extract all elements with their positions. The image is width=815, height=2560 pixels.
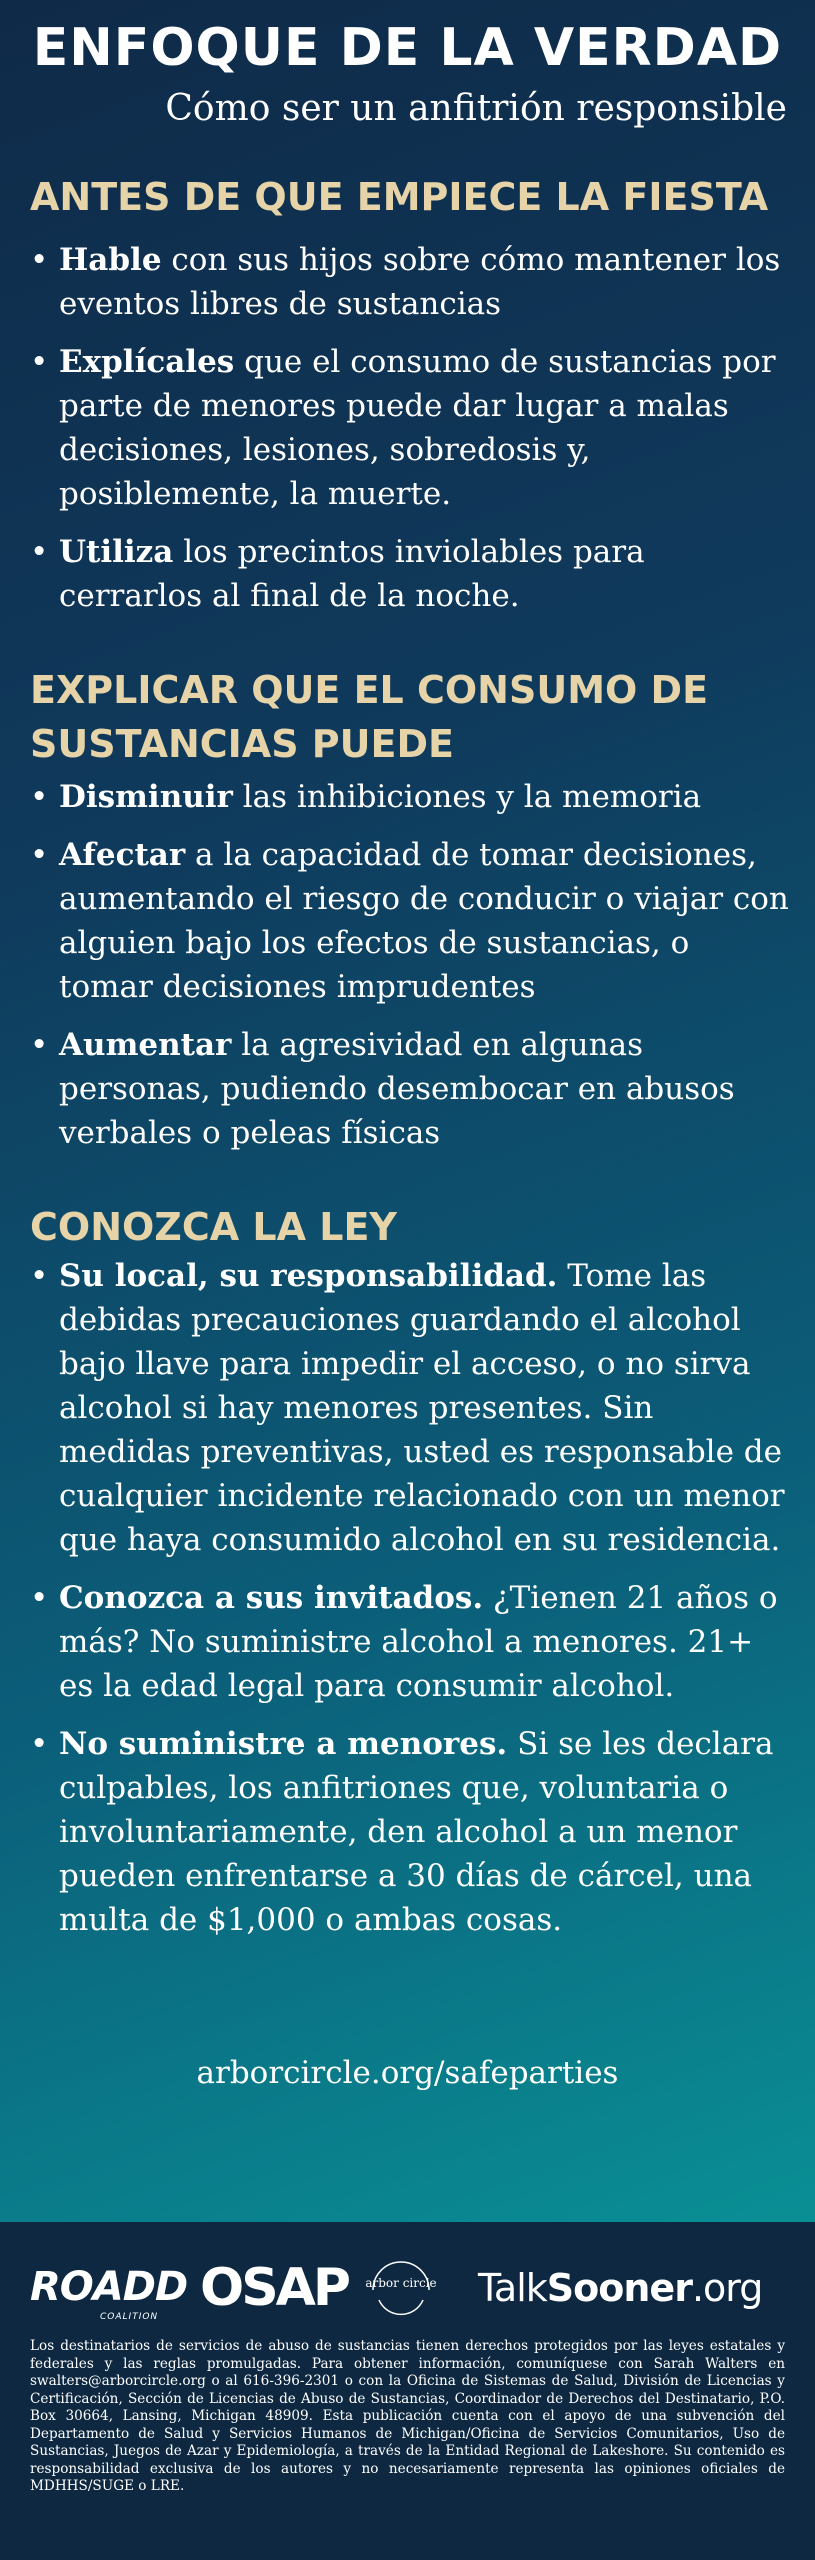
talksooner-prefix: Talk bbox=[478, 2266, 547, 2310]
bullet-text: las inhibiciones y la memoria bbox=[232, 779, 702, 815]
bullet-text: con sus hijos sobre cómo mantener los eventos libres de sustancias bbox=[59, 242, 781, 322]
bullet-text: a la capacidad de tomar decisiones, aumentando el riesgo de conducir o viajar con alguien bajo los efectos de sustancias, o tomar decisiones imprudentes bbox=[59, 837, 789, 1005]
talksooner-logo bbox=[478, 2266, 762, 2310]
arbor-circle-logo bbox=[365, 2250, 437, 2322]
bullet-text: ¿Tienen 21 años o más? No suministre alcohol a menores. 21+ es la edad legal para consumir alcohol. bbox=[59, 1580, 778, 1704]
list-item bbox=[30, 1023, 790, 1155]
bullet-lead: Explícales bbox=[59, 344, 235, 380]
bullet-lead: Utiliza bbox=[59, 534, 174, 570]
bullet-lead: No suministre a menores. bbox=[59, 1726, 508, 1762]
talksooner-bold: Sooner bbox=[546, 2266, 692, 2310]
bullet-list bbox=[30, 1254, 790, 1942]
page-title: ENFOQUE DE LA VERDAD bbox=[32, 18, 783, 78]
footer bbox=[0, 2222, 815, 2560]
bullet-text: que el consumo de sustancias por parte de menores puede dar lugar a malas decisiones, lesiones, sobredosis y, posiblemente, la muerte. bbox=[59, 344, 776, 512]
legal-disclaimer: Los destinatarios de servicios de abuso de sustancias tienen derechos protegidos por las leyes estatales y federales y las reglas promulgadas. Para obtener información, comuníquese con Sarah Walters en swalters@arborcircle.org o al 616-396-2301 o con la Oficina de Sistemas de Salud, División de Licencias y Certificación, Sección de Licencias de Abuso de Sustancias, Coordinador de Derechos del Destinatario, P.O. Box 30664, Lansing, Michigan 48909. Esta publicación cuenta con el apoyo de una subvención del Departamento de Salud y Servicios Humanos de Michigan/Oficina de Servicios Comunitarios, Uso de Sustancias, Juegos de Azar y Epidemiología, a través de la Entidad Regional de Lakeshore. Su contenido es responsabilidad exclusiva de los autores y no necesariamente representa las opiniones oficiales de MDHHS/SUGE o LRE. bbox=[30, 2338, 785, 2494]
list-item bbox=[30, 775, 790, 819]
list-item bbox=[30, 1254, 790, 1562]
bullet-lead: Conozca a sus invitados. bbox=[59, 1580, 484, 1616]
section-before-party bbox=[30, 170, 790, 632]
section-substance-effects bbox=[30, 663, 790, 1169]
section-heading: EXPLICAR QUE EL CONSUMO DE SUSTANCIAS PUEDE bbox=[30, 668, 709, 766]
list-item bbox=[30, 833, 790, 1009]
section-heading: ANTES DE QUE EMPIECE LA FIESTA bbox=[30, 175, 769, 219]
list-item bbox=[30, 340, 790, 516]
list-item bbox=[30, 238, 790, 326]
bullet-list bbox=[30, 775, 790, 1155]
bullet-lead: Disminuir bbox=[59, 779, 233, 815]
section-heading: CONOZCA LA LEY bbox=[30, 1205, 397, 1249]
list-item bbox=[30, 1576, 790, 1708]
roadd-logo-subtitle: COALITION bbox=[100, 2312, 159, 2322]
section-know-the-law bbox=[30, 1200, 790, 1956]
list-item bbox=[30, 530, 790, 618]
bullet-list bbox=[30, 238, 790, 618]
page-subtitle: Cómo ser un anfitrión responsible bbox=[165, 88, 787, 129]
list-item bbox=[30, 1722, 790, 1942]
talksooner-suffix: .org bbox=[691, 2266, 763, 2310]
arbor-circle-logo-text: arbor circle bbox=[365, 2276, 437, 2290]
logo-row bbox=[0, 2250, 815, 2340]
bullet-lead: Hable bbox=[59, 242, 162, 278]
bullet-lead: Su local, su responsabilidad. bbox=[59, 1258, 558, 1294]
bullet-lead: Afectar bbox=[59, 837, 186, 873]
bullet-lead: Aumentar bbox=[59, 1027, 232, 1063]
website-link[interactable]: arborcircle.org/safeparties bbox=[196, 2055, 619, 2091]
osap-logo: OSAP bbox=[200, 2258, 349, 2318]
bullet-text: Si se les declara culpables, los anfitriones que, voluntaria o involuntariamente, den alcohol a un menor pueden enfrentarse a 30 días de cárcel, una multa de $1,000 o ambas cosas. bbox=[59, 1726, 774, 1938]
bullet-text: Tome las debidas precauciones guardando el alcohol bajo llave para impedir el acceso, o no sirva alcohol si hay menores presentes. Sin medidas preventivas, usted es responsable de cualquier incidente relacionado con un menor que haya consumido alcohol en su residencia. bbox=[59, 1258, 785, 1558]
roadd-logo: ROADD bbox=[30, 2264, 188, 2310]
bullet-text: los precintos inviolables para cerrarlos al final de la noche. bbox=[59, 534, 645, 614]
bullet-text: la agresividad en algunas personas, pudiendo desembocar en abusos verbales o peleas físicas bbox=[59, 1027, 735, 1151]
